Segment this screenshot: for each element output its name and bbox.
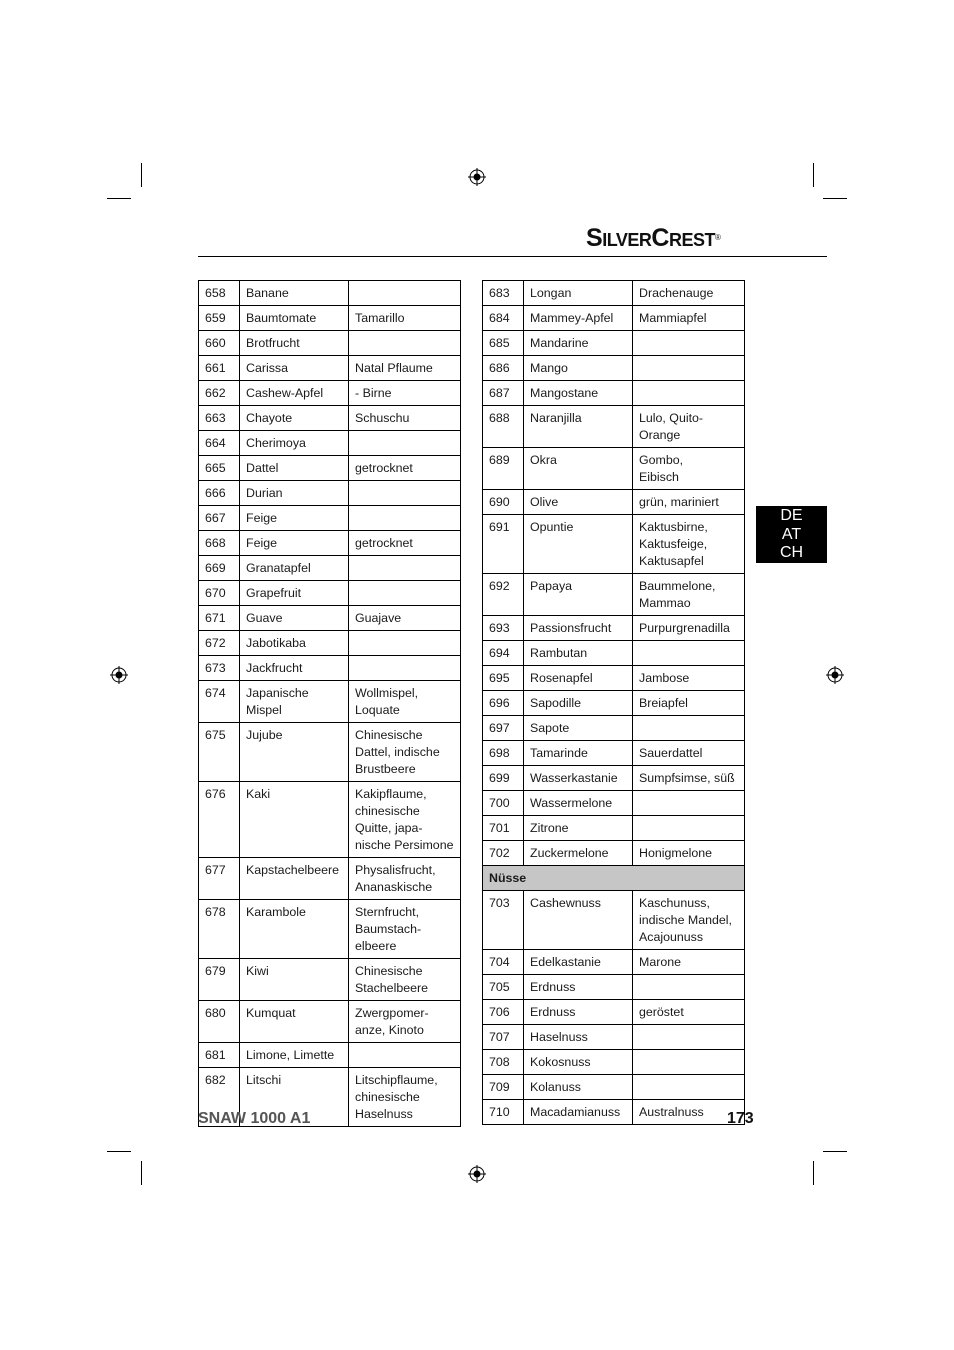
food-code: 666	[199, 481, 240, 506]
food-name: Granatapfel	[240, 556, 349, 581]
food-alt-name	[349, 431, 461, 456]
table-row	[199, 581, 461, 606]
food-alt-name: geröstet	[633, 1000, 745, 1025]
food-code: 680	[199, 1001, 240, 1043]
food-name: Zuckermelone	[524, 841, 633, 866]
food-name: Banane	[240, 281, 349, 306]
table-row	[483, 1025, 745, 1050]
food-code: 693	[483, 616, 524, 641]
food-name: Kapstachelbeere	[240, 858, 349, 900]
food-alt-name: Kakipflaume, chinesische Quitte, japa- nische Persimone	[349, 782, 461, 858]
food-alt-name	[633, 331, 745, 356]
page-number: 173	[727, 1110, 754, 1127]
crop-mark	[107, 1151, 131, 1152]
food-alt-name	[349, 331, 461, 356]
table-row	[199, 782, 461, 858]
table-row	[483, 281, 745, 306]
table-row	[483, 841, 745, 866]
food-code: 689	[483, 448, 524, 490]
food-code: 678	[199, 900, 240, 959]
food-alt-name: Physalisfrucht, Ananaskische	[349, 858, 461, 900]
food-code: 709	[483, 1075, 524, 1100]
food-name: Cashew-Apfel	[240, 381, 349, 406]
food-code: 683	[483, 281, 524, 306]
food-code: 703	[483, 891, 524, 950]
food-name: Kolanuss	[524, 1075, 633, 1100]
table-row	[199, 723, 461, 782]
food-name: Jackfrucht	[240, 656, 349, 681]
table-row	[483, 641, 745, 666]
food-name: Sapote	[524, 716, 633, 741]
table-row	[483, 331, 745, 356]
food-code: 698	[483, 741, 524, 766]
food-name: Kiwi	[240, 959, 349, 1001]
food-alt-name: grün, mariniert	[633, 490, 745, 515]
table-row	[483, 1000, 745, 1025]
food-alt-name	[633, 1025, 745, 1050]
food-name: Karambole	[240, 900, 349, 959]
food-name: Guave	[240, 606, 349, 631]
food-alt-name: Australnuss	[633, 1100, 745, 1125]
food-code: 677	[199, 858, 240, 900]
table-row	[483, 891, 745, 950]
table-row	[199, 381, 461, 406]
food-name: Mandarine	[524, 331, 633, 356]
food-code: 694	[483, 641, 524, 666]
food-code: 685	[483, 331, 524, 356]
table-row	[199, 631, 461, 656]
food-code: 669	[199, 556, 240, 581]
table-row	[483, 381, 745, 406]
food-code: 667	[199, 506, 240, 531]
food-code: 701	[483, 816, 524, 841]
table-row	[483, 490, 745, 515]
table-row	[483, 691, 745, 716]
food-alt-name: Chinesische Dattel, indische Brustbeere	[349, 723, 461, 782]
food-code: 706	[483, 1000, 524, 1025]
table-row	[483, 406, 745, 448]
food-code: 686	[483, 356, 524, 381]
food-name: Wassermelone	[524, 791, 633, 816]
registered-mark: ®	[715, 233, 721, 242]
food-name: Baumtomate	[240, 306, 349, 331]
food-code: 699	[483, 766, 524, 791]
food-code: 659	[199, 306, 240, 331]
food-code: 688	[483, 406, 524, 448]
header-rule	[198, 256, 827, 257]
food-alt-name	[633, 816, 745, 841]
food-alt-name: Wollmispel, Loquate	[349, 681, 461, 723]
food-name: Durian	[240, 481, 349, 506]
model-number: SNAW 1000 A1	[198, 1110, 311, 1127]
food-alt-name	[633, 1075, 745, 1100]
table-row	[483, 1100, 745, 1125]
food-name: Okra	[524, 448, 633, 490]
food-alt-name	[349, 281, 461, 306]
food-name: Limone, Limette	[240, 1043, 349, 1068]
table-row	[483, 574, 745, 616]
table-row	[483, 1075, 745, 1100]
food-code: 710	[483, 1100, 524, 1125]
table-row	[483, 791, 745, 816]
food-alt-name: Chinesische Stachelbeere	[349, 959, 461, 1001]
food-name: Rambutan	[524, 641, 633, 666]
food-name: Edelkastanie	[524, 950, 633, 975]
food-alt-name	[633, 381, 745, 406]
section-title: Nüsse	[483, 866, 745, 891]
table-row	[483, 950, 745, 975]
food-alt-name: Sternfrucht, Baumstach- elbeere	[349, 900, 461, 959]
food-alt-name	[349, 556, 461, 581]
food-name: Papaya	[524, 574, 633, 616]
food-code: 679	[199, 959, 240, 1001]
food-name: Brotfrucht	[240, 331, 349, 356]
food-alt-name: Mammiapfel	[633, 306, 745, 331]
food-name: Haselnuss	[524, 1025, 633, 1050]
food-code: 707	[483, 1025, 524, 1050]
food-code: 660	[199, 331, 240, 356]
food-name: Wasserkastanie	[524, 766, 633, 791]
food-name: Japanische Mispel	[240, 681, 349, 723]
table-row	[483, 306, 745, 331]
food-alt-name	[633, 1050, 745, 1075]
food-name: Naranjilla	[524, 406, 633, 448]
table-row	[199, 681, 461, 723]
food-alt-name	[633, 356, 745, 381]
food-name: Mango	[524, 356, 633, 381]
food-name: Longan	[524, 281, 633, 306]
food-code: 705	[483, 975, 524, 1000]
food-name: Litschi	[240, 1068, 349, 1127]
food-alt-name: getrocknet	[349, 531, 461, 556]
table-row	[199, 531, 461, 556]
crop-mark	[141, 1161, 142, 1185]
food-code: 708	[483, 1050, 524, 1075]
food-name: Zitrone	[524, 816, 633, 841]
food-name: Macadamianuss	[524, 1100, 633, 1125]
food-alt-name: Honigmelone	[633, 841, 745, 866]
food-alt-name: Tamarillo	[349, 306, 461, 331]
food-code: 663	[199, 406, 240, 431]
table-row	[199, 556, 461, 581]
table-row	[199, 900, 461, 959]
food-code: 684	[483, 306, 524, 331]
crop-mark	[141, 163, 142, 187]
food-name: Erdnuss	[524, 1000, 633, 1025]
food-code: 672	[199, 631, 240, 656]
section-header-row	[483, 866, 745, 891]
table-row	[199, 406, 461, 431]
food-code: 662	[199, 381, 240, 406]
food-code: 697	[483, 716, 524, 741]
fruit-table-left	[198, 280, 461, 1127]
table-row	[199, 959, 461, 1001]
food-name: Tamarinde	[524, 741, 633, 766]
table-row	[483, 816, 745, 841]
registration-mark-icon	[826, 666, 844, 684]
food-alt-name: Natal Pflaume	[349, 356, 461, 381]
brand-logo	[586, 223, 720, 255]
food-name: Opuntie	[524, 515, 633, 574]
crop-mark	[823, 198, 847, 199]
table-row	[483, 356, 745, 381]
table-row	[199, 1043, 461, 1068]
language-tab	[756, 506, 827, 563]
food-name: Kaki	[240, 782, 349, 858]
registration-mark-icon	[468, 168, 486, 186]
food-alt-name	[349, 631, 461, 656]
food-alt-name	[349, 481, 461, 506]
food-alt-name	[349, 506, 461, 531]
food-name: Dattel	[240, 456, 349, 481]
food-code: 692	[483, 574, 524, 616]
table-row	[483, 515, 745, 574]
food-name: Cashewnuss	[524, 891, 633, 950]
table-row	[199, 356, 461, 381]
food-code: 670	[199, 581, 240, 606]
food-alt-name: Schuschu	[349, 406, 461, 431]
food-code: 665	[199, 456, 240, 481]
food-alt-name	[633, 641, 745, 666]
food-alt-name: Marone	[633, 950, 745, 975]
food-alt-name: Litschipflaume, chinesische Haselnuss	[349, 1068, 461, 1127]
food-name: Cherimoya	[240, 431, 349, 456]
food-alt-name	[349, 581, 461, 606]
food-alt-name	[633, 975, 745, 1000]
food-code: 704	[483, 950, 524, 975]
food-name: Chayote	[240, 406, 349, 431]
food-code: 695	[483, 666, 524, 691]
fruit-table-right	[482, 280, 745, 1125]
registration-mark-icon	[110, 666, 128, 684]
food-name: Sapodille	[524, 691, 633, 716]
food-name: Carissa	[240, 356, 349, 381]
food-name: Mammey-Apfel	[524, 306, 633, 331]
food-code: 675	[199, 723, 240, 782]
table-row	[199, 431, 461, 456]
table-row	[199, 506, 461, 531]
food-code: 702	[483, 841, 524, 866]
table-row	[483, 666, 745, 691]
food-code: 691	[483, 515, 524, 574]
food-alt-name: Sumpfsimse, süß	[633, 766, 745, 791]
food-alt-name: Purpurgrenadilla	[633, 616, 745, 641]
food-code: 674	[199, 681, 240, 723]
food-name: Rosenapfel	[524, 666, 633, 691]
food-code: 671	[199, 606, 240, 631]
table-row	[483, 975, 745, 1000]
table-row	[199, 1001, 461, 1043]
food-code: 700	[483, 791, 524, 816]
food-code: 687	[483, 381, 524, 406]
table-row	[483, 448, 745, 490]
table-row	[199, 281, 461, 306]
food-alt-name	[633, 791, 745, 816]
food-name: Passionsfrucht	[524, 616, 633, 641]
food-alt-name: Zwergpomer- anze, Kinoto	[349, 1001, 461, 1043]
food-name: Grapefruit	[240, 581, 349, 606]
language-code: AT	[781, 525, 802, 543]
table-row	[199, 656, 461, 681]
food-name: Olive	[524, 490, 633, 515]
table-row	[483, 766, 745, 791]
food-alt-name: Lulo, Quito- Orange	[633, 406, 745, 448]
food-name: Feige	[240, 506, 349, 531]
food-name: Jujube	[240, 723, 349, 782]
food-alt-name: - Birne	[349, 381, 461, 406]
table-row	[199, 858, 461, 900]
table-row	[199, 306, 461, 331]
food-name: Jabotikaba	[240, 631, 349, 656]
food-alt-name: Kaschunuss, indische Mandel, Acajounuss	[633, 891, 745, 950]
food-alt-name: Breiapfel	[633, 691, 745, 716]
crop-mark	[107, 198, 131, 199]
table-row	[199, 331, 461, 356]
food-code: 673	[199, 656, 240, 681]
food-code: 668	[199, 531, 240, 556]
food-code: 676	[199, 782, 240, 858]
food-alt-name: Kaktusbirne, Kaktusfeige, Kaktusapfel	[633, 515, 745, 574]
food-code: 664	[199, 431, 240, 456]
table-row	[483, 716, 745, 741]
food-code: 696	[483, 691, 524, 716]
table-row	[199, 606, 461, 631]
food-code: 658	[199, 281, 240, 306]
food-code: 681	[199, 1043, 240, 1068]
food-code: 661	[199, 356, 240, 381]
food-alt-name: Drachenauge	[633, 281, 745, 306]
food-name: Erdnuss	[524, 975, 633, 1000]
table-row	[199, 481, 461, 506]
food-alt-name	[633, 716, 745, 741]
food-code: 690	[483, 490, 524, 515]
food-name: Kokosnuss	[524, 1050, 633, 1075]
food-name: Mangostane	[524, 381, 633, 406]
food-name: Kumquat	[240, 1001, 349, 1043]
food-alt-name	[349, 656, 461, 681]
table-row	[483, 741, 745, 766]
food-alt-name: Gombo, Eibisch	[633, 448, 745, 490]
table-row	[199, 456, 461, 481]
food-alt-name: Sauerdattel	[633, 741, 745, 766]
food-alt-name: Jambose	[633, 666, 745, 691]
brand-name: SILVERCREST	[586, 224, 715, 252]
table-row	[483, 616, 745, 641]
crop-mark	[823, 1151, 847, 1152]
table-row	[483, 1050, 745, 1075]
language-code: CH	[779, 544, 804, 561]
registration-mark-icon	[468, 1165, 486, 1183]
crop-mark	[813, 1161, 814, 1185]
food-alt-name: Guajave	[349, 606, 461, 631]
language-code: DE	[780, 507, 803, 524]
food-alt-name: getrocknet	[349, 456, 461, 481]
food-alt-name	[349, 1043, 461, 1068]
food-code: 682	[199, 1068, 240, 1127]
crop-mark	[813, 163, 814, 187]
food-alt-name: Baummelone, Mammao	[633, 574, 745, 616]
food-name: Feige	[240, 531, 349, 556]
